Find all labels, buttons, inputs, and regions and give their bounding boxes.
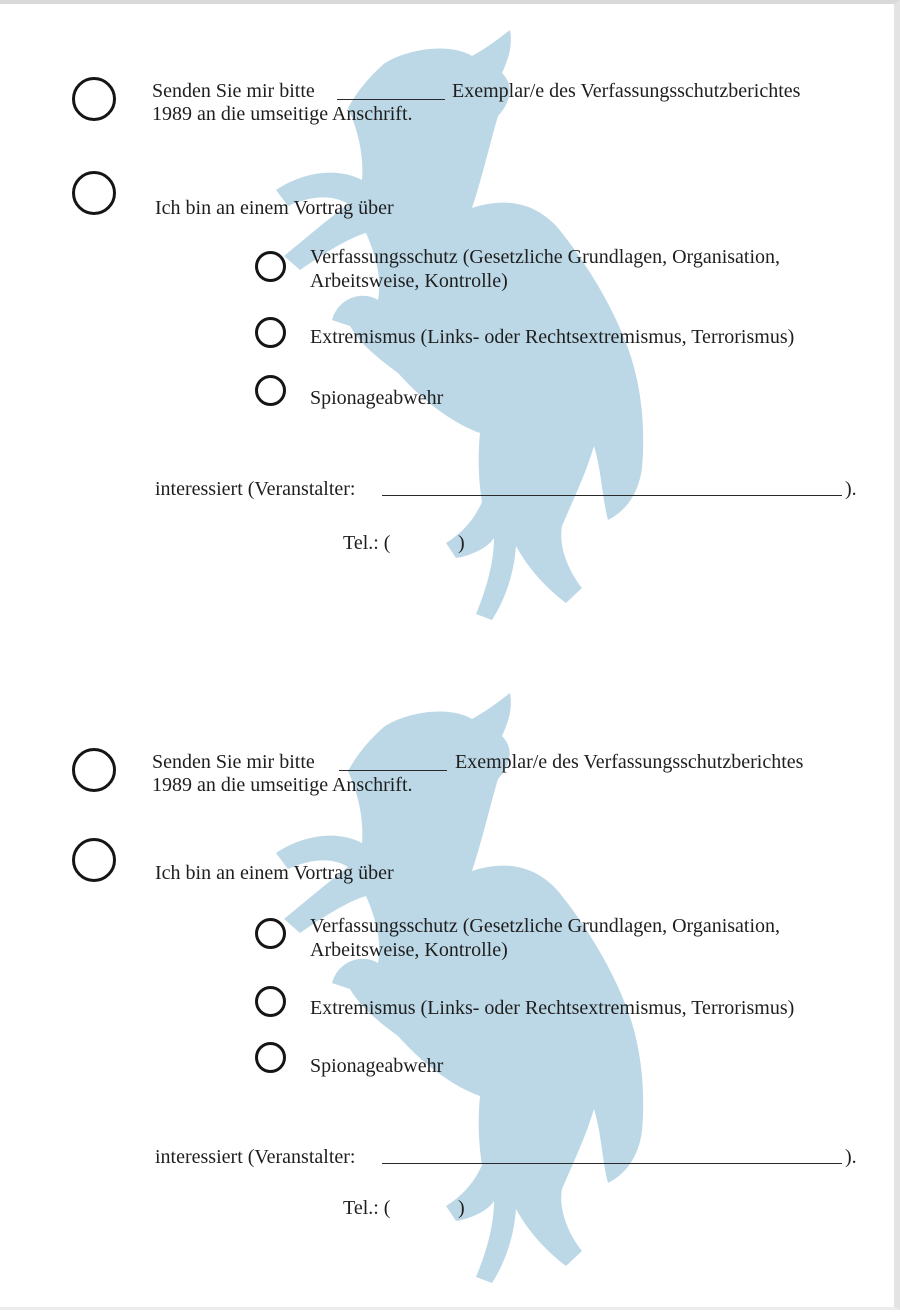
topic-extremismus-checkbox[interactable] — [255, 986, 286, 1017]
organizer-field[interactable] — [382, 495, 842, 496]
interest-close: ). — [845, 478, 857, 500]
organizer-field[interactable] — [382, 1163, 842, 1164]
telephone-field[interactable] — [400, 532, 455, 555]
telephone-field[interactable] — [400, 1197, 455, 1220]
tel-label: Tel.: ( — [343, 532, 391, 554]
tel-close: ) — [458, 1197, 465, 1219]
topic-verfassungsschutz-label-cont: Arbeitsweise, Kontrolle) — [310, 270, 508, 292]
topic-extremismus-checkbox[interactable] — [255, 317, 286, 348]
order-form-bottom — [0, 665, 900, 1315]
lecture-intro-text: Ich bin an einem Vortrag über — [155, 862, 394, 884]
order-form-top — [0, 0, 900, 650]
order-suffix-text: Exemplar/e des Verfassungsschutzberichtes — [452, 80, 801, 102]
interest-close: ). — [845, 1146, 857, 1168]
topic-spionageabwehr-checkbox[interactable] — [255, 1042, 286, 1073]
interest-label: interessiert (Veranstalter: — [155, 478, 356, 500]
tel-close: ) — [458, 532, 465, 554]
order-report-checkbox[interactable] — [72, 77, 116, 121]
copies-quantity-field[interactable] — [337, 99, 445, 100]
lecture-intro-text: Ich bin an einem Vortrag über — [155, 197, 394, 219]
order-line2-text: 1989 an die umseitige Anschrift. — [152, 774, 413, 796]
order-report-checkbox[interactable] — [72, 748, 116, 792]
topic-extremismus-label: Extremismus (Links- oder Rechtsextremismus, Terrorismus) — [310, 326, 795, 348]
topic-spionageabwehr-label: Spionageabwehr — [310, 1055, 444, 1077]
order-line2-text: 1989 an die umseitige Anschrift. — [152, 103, 413, 125]
lecture-interest-checkbox[interactable] — [72, 171, 116, 215]
topic-verfassungsschutz-checkbox[interactable] — [255, 918, 286, 949]
order-prefix-text: Senden Sie mir bitte — [152, 80, 315, 102]
copies-quantity-field[interactable] — [339, 770, 447, 771]
topic-verfassungsschutz-checkbox[interactable] — [255, 251, 286, 282]
interest-label: interessiert (Veranstalter: — [155, 1146, 356, 1168]
topic-spionageabwehr-checkbox[interactable] — [255, 375, 286, 406]
order-suffix-text: Exemplar/e des Verfassungsschutzberichtes — [455, 751, 804, 773]
topic-verfassungsschutz-label: Verfassungsschutz (Gesetzliche Grundlagen, Organisation, — [310, 915, 781, 937]
lecture-interest-checkbox[interactable] — [72, 838, 116, 882]
topic-verfassungsschutz-label-cont: Arbeitsweise, Kontrolle) — [310, 939, 508, 961]
topic-extremismus-label: Extremismus (Links- oder Rechtsextremismus, Terrorismus) — [310, 997, 795, 1019]
topic-spionageabwehr-label: Spionageabwehr — [310, 387, 444, 409]
topic-verfassungsschutz-label: Verfassungsschutz (Gesetzliche Grundlagen, Organisation, — [310, 246, 781, 268]
tel-label: Tel.: ( — [343, 1197, 391, 1219]
order-prefix-text: Senden Sie mir bitte — [152, 751, 315, 773]
